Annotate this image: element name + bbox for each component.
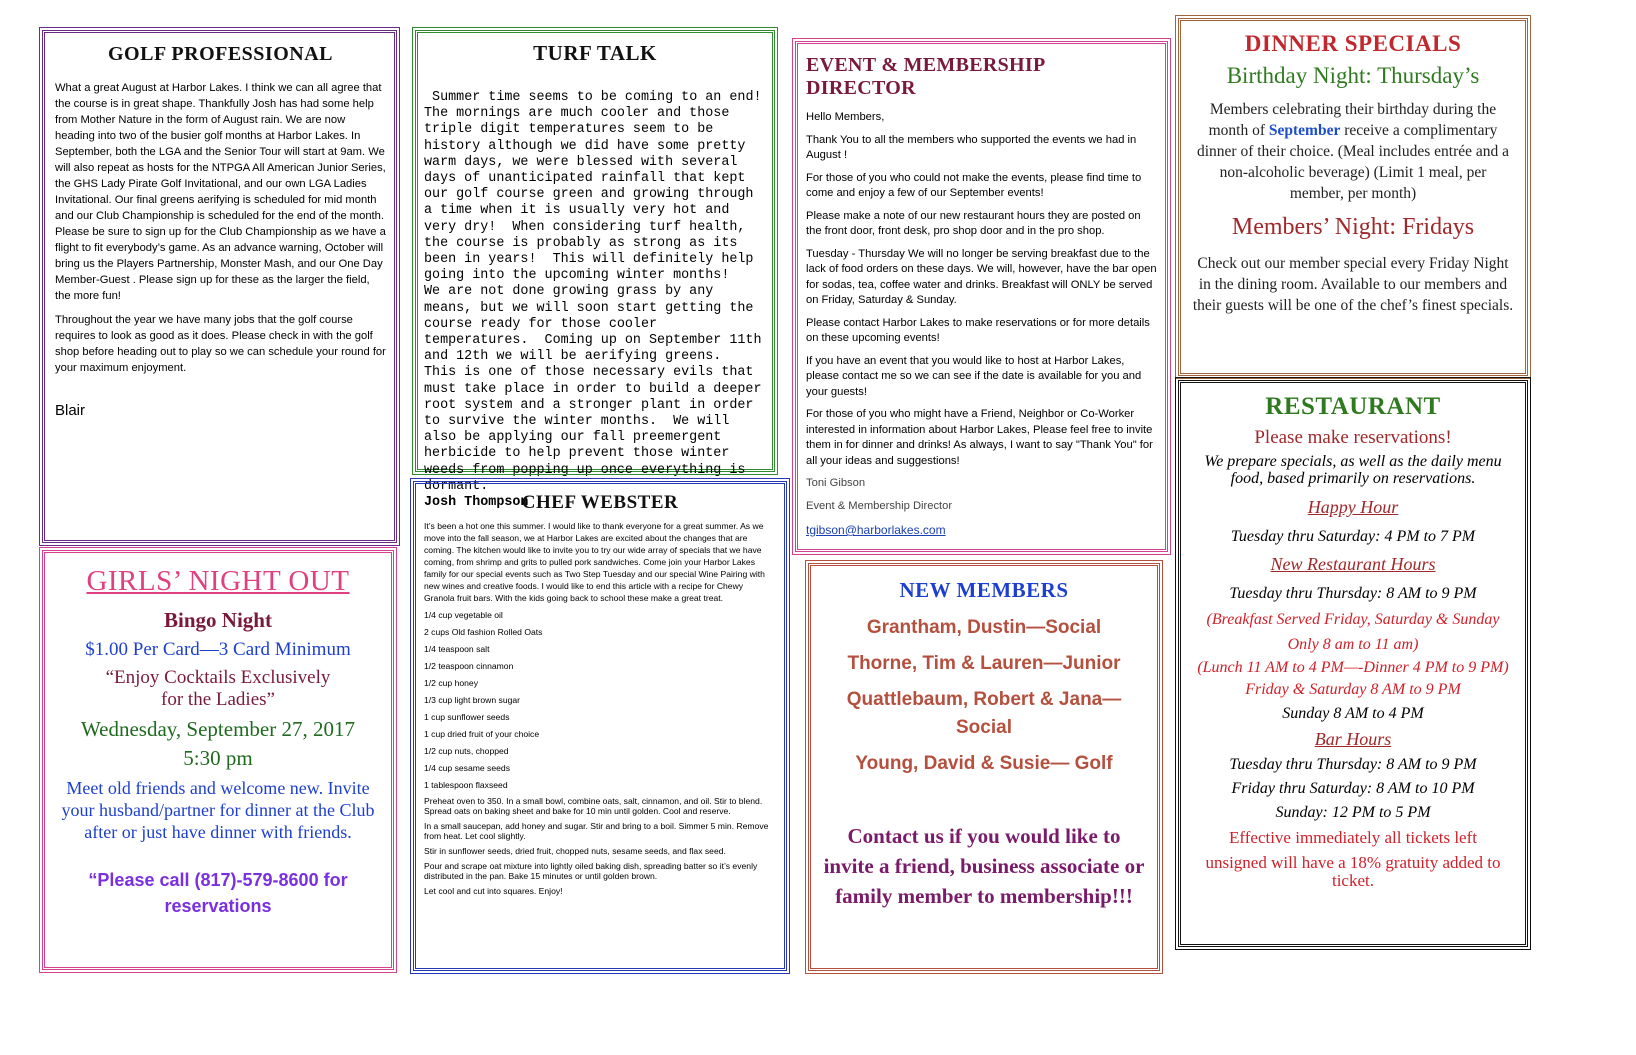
happy-hour-heading: Happy Hour <box>1307 497 1399 517</box>
event-paragraph-missed: For those of you who could not make the events, please find time to come and enjoy a few of our September events! <box>806 171 1142 199</box>
bar-hours-sunday: Sunday: 12 PM to 5 PM <box>1275 804 1431 821</box>
restaurant-title: RESTAURANT <box>1265 393 1441 420</box>
ingredient-item: 1/3 cup light brown sugar <box>424 695 521 705</box>
restaurant-hours-weekday: Tuesday thru Thursday: 8 AM to 9 PM <box>1229 585 1477 602</box>
event-greeting: Hello Members, <box>806 111 885 123</box>
happy-hour-times: Tuesday thru Saturday: 4 PM to 7 PM <box>1230 528 1476 545</box>
breakfast-hours: (Breakfast Served Friday, Saturday & Sunday Only 8 am to 11 am) <box>1206 611 1500 653</box>
recipe-step: Let cool and cut into squares. Enjoy! <box>424 886 563 896</box>
restaurant-hours-heading: New Restaurant Hours <box>1270 554 1436 574</box>
member-entry: Thorne, Tim & Lauren—Junior <box>847 653 1121 674</box>
bingo-price: $1.00 Per Card—3 Card Minimum <box>85 639 351 660</box>
chef-webster-title: CHEF WEBSTER <box>521 492 679 513</box>
restaurant-panel <box>1178 380 1528 947</box>
event-paragraph-contact: Please contact Harbor Lakes to make reservations or for more details on these upcoming events! <box>806 316 1150 344</box>
member-entry: Quattlebaum, Robert & Jana— <box>846 689 1122 710</box>
golf-paragraph-1: What a great August at Harbor Lakes. I think we can all agree that the course is in great shape. Thankfully Josh has had some help from Mother Nature in the form of August rain. We are now heading into two of the busier golf months at Harbor Lakes. In September, both the LGA and the Senior Tour will start at 9am. We will also repeat as hosts for the NTPGA All American Junior Series, the GHS Lady Pirate Golf Invitational, and our own LGA Ladies Invitational. Our final greens aerifying is scheduled for mid month and our Club Championship is scheduled for the end of the month. Please be sure to sign up for the Club Championship as we have a flight to fit everybody’s game. As an advance warning, October will bring us the Players Partnership, Monster Mash, and our One Day Member-Guest . Please sign up for these as the larger the field, the more fun! <box>55 82 386 302</box>
ingredient-item: 1/4 cup sesame seeds <box>424 763 510 773</box>
meet-friends-text: Meet old friends and welcome new. Invite your husband/partner for dinner at the Club after or just have dinner with friends. <box>61 778 375 842</box>
ingredient-item: 1/2 cup honey <box>424 678 478 688</box>
event-paragraph-host: If you have an event that you would like to host at Harbor Lakes, please contact me so we can see if the date is available for you and your guests! <box>806 354 1142 398</box>
new-members-panel <box>808 563 1160 971</box>
bar-hours-weekday: Tuesday thru Thursday: 8 AM to 9 PM <box>1229 756 1477 773</box>
recipe-step: In a small saucepan, add honey and sugar. Stir and bring to a boil. Simmer 5 min. Remove from heat. Let cool slightly. <box>424 821 769 841</box>
golf-paragraph-2: Throughout the year we have many jobs that the golf course requires to look as good as it does. Please check in with the golf shop before heading out to play so we can schedule your round for your maximum enjoyment. <box>55 314 386 374</box>
event-time: 5:30 pm <box>183 746 253 770</box>
event-paragraph-invite: For those of you who might have a Friend, Neighbor or Co-Worker interested in information about Harbor Lakes, Please feel free to invite them in for dinner and drinks! As always, I want to say "Thank You" for all your ideas and suggestions! <box>806 408 1153 467</box>
event-date: Wednesday, September 27, 2017 <box>81 717 355 741</box>
dinner-specials-panel <box>1178 18 1528 376</box>
event-director-email-link[interactable]: tgibson@harborlakes.com <box>806 523 946 537</box>
event-paragraph-hours: Please make a note of our new restaurant hours they are posted on the front door, front desk, pro shop door and in the pro shop. <box>806 209 1141 237</box>
event-director-name: Toni Gibson <box>806 477 866 489</box>
event-director-role: Event & Membership Director <box>806 499 953 512</box>
ingredient-item: 1 cup dried fruit of your choice <box>424 729 540 739</box>
members-night-text: Check out our member special every Friday Night in the dining room. Available to our members and their guests will be one of the chef’s finest specials. <box>1192 255 1514 314</box>
reservations-notice: Please make reservations! <box>1254 427 1452 448</box>
call-reservations: “Please call (817)-579-8600 for reservations <box>88 870 348 916</box>
membership-contact-text: Contact us if you would like to invite a friend, business associate or family member to membership!!! <box>823 824 1145 908</box>
golf-signature: Blair <box>55 402 86 419</box>
turf-talk-body: Summer time seems to be coming to an end! The mornings are much cooler and those triple digit temperatures seem to be history although we did have some pretty warm days, we were blessed with several days of unanticipated rainfall that kept our golf course green and growing through a time when it is usually very hot and very dry! When considering turf health, the course is probably as strong as its been in years! This will definitely help going into the upcoming winter months! We are not done growing grass by any means, but we will soon start getting the course ready for those cooler temperatures. Coming up on September 11th and 12th we will be aerifying greens. This is one of those necessary evils that must take place in order to build a deeper root system and a stronger plant in order to survive the winter months. We will also be applying our fall preemergent herbicide to help prevent those winter weeds from popping up once everything is dormant. <box>424 90 762 494</box>
chef-intro-text: It’s been a hot one this summer. I would like to thank everyone for a great summer. As we move into the fall season, we at Harbor Lakes are excited about the changes that are coming. The kitchen would like to invite you to try our wide array of specials that we have coming, from shrimp and grits to pulled pork sandwiches. Come join your Harbor Lakes family for our special events such as Two Step Tuesday and our special Wine Pairing with new wines and creative foods. I would like to end this article with a recipe for Chewy Granola fruit bars. With the kids going back to school these make a great treat. <box>424 521 765 603</box>
birthday-text-part-2: receive a complimentary dinner of their choice. (Meal includes entrée and a non-alcoholic beverage) (Limit 1 meal, per member, per month) <box>1196 122 1509 202</box>
new-members-title: NEW MEMBERS <box>899 578 1069 602</box>
bar-hours-weekend: Friday thru Saturday: 8 AM to 10 PM <box>1231 780 1475 797</box>
ingredient-item: 1 tablespoon flaxseed <box>424 780 508 790</box>
birthday-night-text <box>1191 99 1515 204</box>
bingo-night-label: Bingo Night <box>164 608 272 632</box>
member-entry-continued: Social <box>956 717 1012 738</box>
lunch-dinner-hours: (Lunch 11 AM to 4 PM—-Dinner 4 PM to 9 PM) <box>1197 659 1509 676</box>
cocktails-line-2: for the Ladies” <box>161 689 275 710</box>
ingredient-item: 1/2 teaspoon cinnamon <box>424 661 514 671</box>
ingredient-item: 1/2 cup nuts, chopped <box>424 746 509 756</box>
turf-talk-title: TURF TALK <box>533 41 657 65</box>
golf-professional-panel <box>42 30 397 543</box>
specials-note: We prepare specials, as well as the daily menu food, based primarily on reservations. <box>1204 453 1502 487</box>
sunday-hours: Sunday 8 AM to 4 PM <box>1282 705 1424 722</box>
recipe-step: Preheat oven to 350. In a small bowl, combine oats, salt, cinnamon, and oil. Stir to blend. Spread oats on baking sheet and bake for 10 min until golden. Cool and reserve. <box>424 796 763 816</box>
gratuity-notice-2: unsigned will have a 18% gratuity added to ticket. <box>1205 853 1501 890</box>
recipe-step: Stir in sunflower seeds, dried fruit, chopped nuts, sesame seeds, and flax seed. <box>424 846 726 856</box>
ingredient-item: 2 cups Old fashion Rolled Oats <box>424 627 543 637</box>
ingredient-item: 1/4 cup vegetable oil <box>424 610 503 620</box>
girls-night-panel <box>42 550 394 970</box>
golf-professional-title: GOLF PROFESSIONAL <box>107 43 333 65</box>
dinner-specials-title: DINNER SPECIALS <box>1244 31 1462 56</box>
event-paragraph-thanks: Thank You to all the members who supported the events we had in August ! <box>806 133 1137 161</box>
birthday-month: September <box>1268 122 1341 139</box>
friday-saturday-hours: Friday & Saturday 8 AM to 9 PM <box>1245 681 1461 698</box>
member-entry: Young, David & Susie— Golf <box>855 753 1113 774</box>
ingredient-item: 1 cup sunflower seeds <box>424 712 510 722</box>
event-director-title: EVENT & MEMBERSHIP DIRECTOR <box>806 54 1045 99</box>
ingredient-item: 1/4 teaspoon salt <box>424 644 490 654</box>
turf-talk-signature: Josh Thompson <box>424 495 529 511</box>
birthday-text-part-1: Members celebrating their birthday during the month of <box>1208 101 1497 139</box>
gratuity-notice-1: Effective immediately all tickets left <box>1229 828 1477 847</box>
chef-webster-panel <box>413 481 787 971</box>
member-entry: Grantham, Dustin—Social <box>866 617 1102 638</box>
bar-hours-heading: Bar Hours <box>1314 729 1392 749</box>
girls-night-title: GIRLS’ NIGHT OUT <box>86 565 350 597</box>
birthday-night-title: Birthday Night: Thursday’s <box>1226 63 1480 88</box>
event-director-panel <box>795 41 1168 552</box>
event-paragraph-breakfast: Tuesday - Thursday We will no longer be serving breakfast due to the lack of food orders on these days. We will, however, have the bar open for sodas, tea, coffee water and drinks. Breakfast will ONLY be served on Friday, Saturday & Sunday. <box>806 247 1157 306</box>
cocktails-line-1: “Enjoy Cocktails Exclusively <box>105 667 331 688</box>
recipe-step: Pour and scrape oat mixture into lightly oiled baking dish, spreading batter so it’s evenly distributed in the pan. Bake 15 minutes or until golden brown. <box>424 861 758 881</box>
members-night-title: Members’ Night: Fridays <box>1231 214 1475 240</box>
